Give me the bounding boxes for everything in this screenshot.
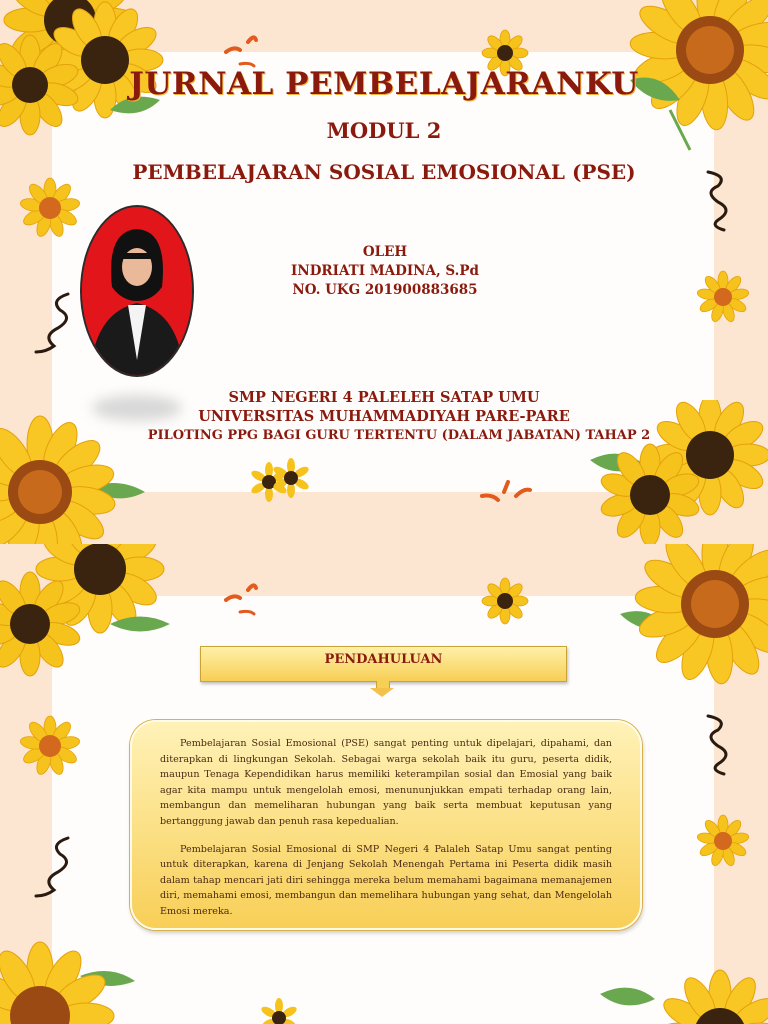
sunflower-icon [656, 970, 768, 1024]
section-heading: PENDAHULUAN [324, 652, 443, 667]
leaf-stroke-bottom-icon [478, 478, 538, 508]
sunflower-icon [634, 544, 768, 685]
swirl-left-icon [30, 834, 74, 900]
module-label: MODUL 2 [326, 118, 442, 143]
down-arrow-icon [370, 688, 394, 697]
sunflower-cluster-bottom-center-icon [245, 448, 315, 508]
paragraph-1: Pembelajaran Sosial Emosional (PSE) sangat penting untuk dipelajari, dipahami, dan diterapkan di lingkungan Sekolah. Sebagai warga sekolah baik itu guru, peserta didik, maupun Tenaga Kependidikan harus memiliki keterampilan sosial dan Emosial yang baik agar kita mampu untuk mengelolah emosi, menununjukkan empati terhadap orang lain, membangun dan memeliharan hubungan yang baik serta membuat keputusan yang bertanggung jawab dan penuh rasa kepedualian. [160, 738, 612, 827]
sunflower-decoration-bottom-right-icon [590, 944, 768, 1024]
leaf-stroke-icon [218, 580, 268, 620]
module-subtitle: PEMBELAJARAN SOSIAL EMOSIONAL (PSE) [132, 160, 636, 184]
introduction-slide [0, 544, 768, 1024]
down-arrow-stem [376, 681, 390, 688]
sunflower-cluster-bottom-center-icon [245, 992, 315, 1024]
program-name: PILOTING PPG BAGI GURU TERTENTU (DALAM JABATAN) TAHAP 2 [147, 428, 651, 443]
sunflower-icon [0, 942, 114, 1024]
sunflower-decoration-top-right-icon [610, 544, 768, 704]
small-sunflower-right-icon [688, 806, 758, 876]
person-portrait-icon [82, 207, 192, 375]
by-label: OLEH [362, 244, 408, 260]
author-photo [80, 205, 194, 377]
paragraph-2: Pembelajaran Sosial Emosional di SMP Negeri 4 Palaleh Satap Umu sangat penting untuk diterapkan, karena di Jenjang Sekolah Menengah Pertama ini Peserta didik masih dalam tahap mencari jati diri sehingga mereka belum memahami bagaimana memanajemen diri, memahami emosi, membangun dan memelihara hubungan yang sehat, dan Mengelolah Emosi mereka. [160, 843, 612, 917]
small-sunflower-right-icon [688, 262, 758, 332]
section-heading-box [200, 646, 567, 682]
sunflower-decoration-top-center-icon [470, 576, 540, 636]
swirl-left-icon [30, 290, 74, 356]
introduction-text-box [130, 720, 642, 930]
small-sunflower-left-icon [10, 706, 90, 786]
author-name: INDRIATI MADINA, S.Pd [291, 263, 479, 279]
university-name: UNIVERSITAS MUHAMMADIYAH PARE-PARE [198, 408, 570, 425]
ukg-number: NO. UKG 201900883685 [292, 282, 478, 298]
journal-title: JURNAL PEMBELAJARANKU [129, 66, 639, 102]
sunflower-decoration-top-left-icon [0, 544, 190, 684]
sunflower-decoration-bottom-left-icon [0, 936, 160, 1024]
swirl-right-icon [700, 712, 734, 776]
school-name: SMP NEGERI 4 PALELEH SATAP UMU [228, 389, 540, 406]
author-block [240, 243, 530, 300]
institution-block [0, 388, 768, 445]
